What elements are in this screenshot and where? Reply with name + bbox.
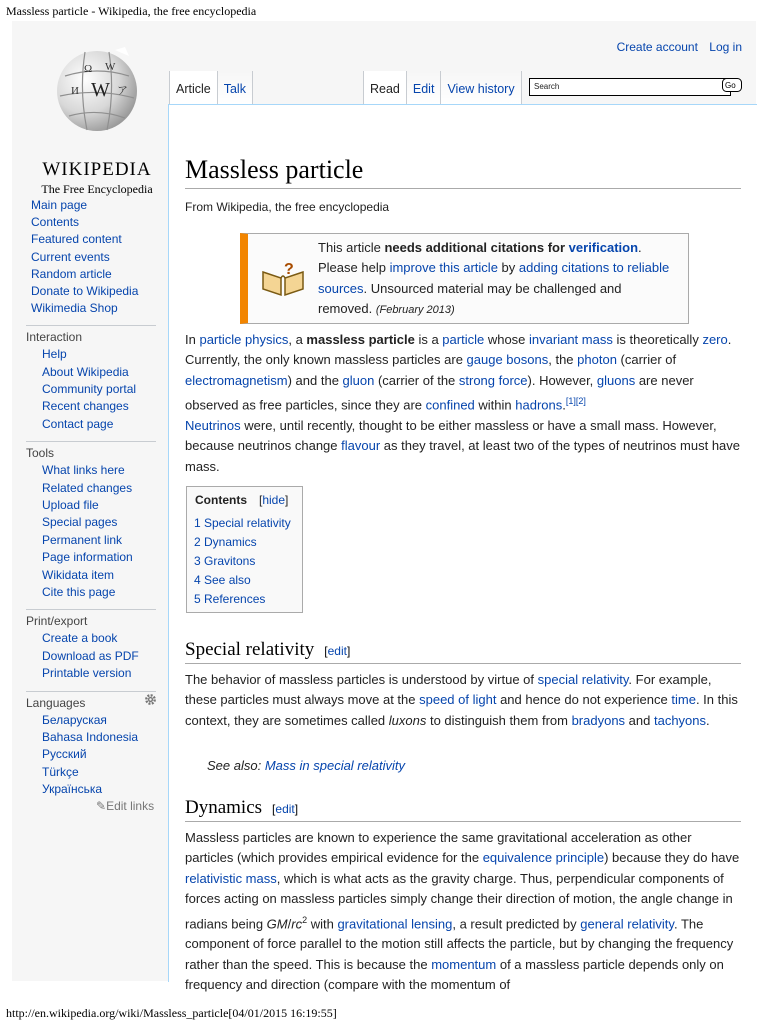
intro-paragraph-2: Neutrinos were, until recently, thought to be either massless or have a small mass. However, because neutrinos change flavour as they travel, at least two of the types of neutrinos must have mass. bbox=[185, 418, 741, 474]
sidebar-item-lang-id[interactable]: Bahasa Indonesia bbox=[42, 729, 139, 744]
link-gluon[interactable]: gluon bbox=[342, 372, 375, 388]
link-relativistic-mass[interactable]: relativistic mass bbox=[185, 870, 277, 886]
link-invariant-mass[interactable]: invariant mass bbox=[529, 332, 613, 347]
dynamics-paragraph: Massless particles are known to experience the same gravitational acceleration as other particles (which provides empirical evidence for the equivalence principle) because they do have relativistic mass, which is what acts as the gravity charge. Thus, perpendicular components of forces acting on massless particles simply change their direction of motion, the angle change in radians being $GM/rc^2$ with gravitational lensing, a result predicted by general relativity. The component of force parallel to the motion still affects the particle, but by changing the frequency rather than the speed. This is because the momentum of a massless particle depends only on frequency and direction (compare with the momentum of bbox=[185, 830, 740, 993]
link-momentum[interactable]: momentum bbox=[431, 956, 497, 972]
section-heading-dynamics bbox=[185, 797, 741, 822]
sidebar-item-lang-uk[interactable]: Українська bbox=[42, 782, 103, 797]
notice-date: (February 2013) bbox=[375, 303, 455, 316]
sidebar-item-main-page[interactable]: Main page bbox=[31, 198, 88, 212]
sidebar-tools bbox=[12, 441, 160, 601]
section-heading-special-relativity bbox=[185, 639, 741, 664]
pdf-footer-url: http://en.wikipedia.org/wiki/Massless_particle[04/01/2015 16:19:55] bbox=[6, 1006, 337, 1020]
see-also-label: See also: bbox=[207, 758, 265, 773]
link-gluons[interactable]: gluons bbox=[596, 372, 636, 388]
section-title-dynamics: Dynamics bbox=[185, 797, 263, 818]
logo-tagline: The Free Encyclopedia bbox=[41, 182, 153, 196]
go-button-icon bbox=[722, 78, 742, 92]
edit-link[interactable]: edit bbox=[275, 802, 295, 816]
edit-links-label: Edit links bbox=[106, 798, 155, 813]
sidebar-item-current-events[interactable]: Current events bbox=[31, 249, 110, 264]
sidebar-item-donate[interactable]: Donate to Wikipedia bbox=[31, 283, 139, 298]
personal-tools bbox=[609, 40, 742, 54]
svg-text:ア: ア bbox=[117, 85, 128, 97]
create-account-link[interactable]: Create account bbox=[616, 40, 698, 54]
tab-view-history[interactable]: View history bbox=[441, 71, 521, 104]
adding-citations-link[interactable]: adding citations to reliable sources bbox=[318, 260, 670, 296]
sidebar-item-lang-tr[interactable]: Türkçe bbox=[42, 764, 79, 779]
sidebar-print-heading[interactable]: Print/export bbox=[26, 609, 156, 630]
sidebar-interaction bbox=[12, 325, 160, 433]
notice-text-2: by bbox=[497, 260, 519, 276]
see-also-note bbox=[207, 758, 405, 773]
section-edit-dynamics[interactable]: [edit] bbox=[272, 802, 299, 816]
sidebar-item-help[interactable]: Help bbox=[42, 347, 67, 362]
tab-edit[interactable]: Edit bbox=[407, 71, 442, 104]
tab-read[interactable]: Read bbox=[363, 71, 407, 104]
table-of-contents bbox=[186, 486, 303, 613]
open-book-question-icon bbox=[260, 260, 306, 298]
pencil-icon: ✎ bbox=[96, 798, 107, 813]
sidebar-languages-heading[interactable]: Languages bbox=[26, 691, 156, 712]
link-general-relativity[interactable]: general relativity bbox=[580, 915, 674, 931]
link-electromagnetism[interactable]: electromagnetism bbox=[185, 372, 288, 388]
link-mass-in-special-relativity[interactable]: Mass in special relativity bbox=[264, 758, 405, 773]
link-photon[interactable]: photon bbox=[577, 352, 617, 368]
sidebar-item-special-pages[interactable]: Special pages bbox=[42, 515, 118, 530]
sidebar-item-related-changes[interactable]: Related changes bbox=[42, 480, 133, 495]
sidebar-print-export bbox=[12, 609, 160, 682]
link-zero[interactable]: zero bbox=[702, 332, 728, 347]
notice-text-3: . Unsourced material may be challenged and removed. bbox=[318, 280, 622, 316]
sidebar-item-upload-file[interactable]: Upload file bbox=[42, 498, 99, 513]
sidebar-item-download-pdf[interactable]: Download as PDF bbox=[42, 648, 139, 663]
citation-notice-text bbox=[318, 238, 678, 320]
link-gauge-bosons[interactable]: gauge bosons bbox=[466, 352, 549, 368]
link-time[interactable]: time bbox=[671, 692, 696, 708]
toc-item-see-also[interactable]: 4 See also bbox=[194, 573, 251, 587]
notice-bold-text: needs additional citations for bbox=[384, 240, 569, 255]
svg-text:W: W bbox=[91, 79, 110, 101]
link-bradyons[interactable]: bradyons bbox=[571, 712, 626, 728]
link-hadrons[interactable]: hadrons bbox=[515, 397, 563, 413]
puzzle-globe-icon bbox=[55, 46, 139, 146]
sidebar-item-wikimedia-shop[interactable]: Wikimedia Shop bbox=[31, 301, 118, 316]
link-gravitational-lensing[interactable]: gravitational lensing bbox=[337, 915, 453, 931]
logo-wordmark: WIKIPEDIA bbox=[42, 159, 152, 180]
sidebar-item-printable-version[interactable]: Printable version bbox=[42, 666, 132, 681]
notice-lead-text: This article bbox=[318, 240, 385, 255]
sidebar-item-cite-this-page[interactable]: Cite this page bbox=[42, 585, 116, 599]
link-equivalence-principle[interactable]: equivalence principle bbox=[482, 850, 605, 866]
link-special-relativity[interactable]: special relativity bbox=[537, 672, 629, 687]
site-tagline: From Wikipedia, the free encyclopedia bbox=[185, 200, 390, 214]
search-go-button[interactable] bbox=[722, 78, 742, 95]
toc-item-gravitons[interactable]: 3 Gravitons bbox=[194, 554, 256, 568]
gear-icon[interactable] bbox=[144, 693, 157, 706]
sidebar-item-page-information[interactable]: Page information bbox=[42, 550, 133, 565]
sidebar-navigation bbox=[12, 197, 160, 317]
link-particle[interactable]: particle bbox=[442, 332, 485, 347]
edit-links[interactable] bbox=[96, 799, 160, 813]
citation-notice bbox=[240, 233, 689, 324]
sidebar-item-community-portal[interactable]: Community portal bbox=[42, 382, 137, 397]
svg-text:И: И bbox=[71, 85, 79, 97]
page-title: Massless particle bbox=[185, 155, 741, 189]
sidebar-item-contact-page[interactable]: Contact page bbox=[42, 416, 114, 431]
toc-item-special-relativity[interactable]: 1 Special relativity bbox=[194, 516, 291, 530]
svg-text:Ω: Ω bbox=[84, 63, 93, 75]
tab-talk[interactable]: Talk bbox=[218, 71, 253, 104]
special-relativity-paragraph: The behavior of massless particles is understood by virtue of special relativity. For example, these particles must always move at the speed of light and hence do not experience time. In this context, they are sometimes called luxons to distinguish them from bradyons and tachyons. bbox=[185, 672, 738, 728]
sidebar-item-wikidata-item[interactable]: Wikidata item bbox=[42, 567, 115, 582]
sidebar bbox=[12, 197, 160, 813]
pdf-header: Massless particle - Wikipedia, the free encyclopedia bbox=[6, 4, 257, 18]
svg-text:?: ? bbox=[284, 261, 294, 278]
notice-text-1: . Please help bbox=[318, 240, 642, 276]
sidebar-item-what-links-here[interactable]: What links here bbox=[42, 463, 125, 478]
search-input[interactable]: Search bbox=[529, 78, 731, 96]
verification-link[interactable]: verification bbox=[568, 240, 639, 255]
link-particle-physics[interactable]: particle physics bbox=[199, 332, 289, 347]
sidebar-item-create-book[interactable]: Create a book bbox=[42, 631, 118, 646]
wikipedia-page bbox=[12, 21, 756, 993]
citation-2[interactable]: [2] bbox=[575, 396, 586, 407]
sidebar-item-recent-changes[interactable]: Recent changes bbox=[42, 399, 129, 414]
link-tachyons[interactable]: tachyons bbox=[653, 712, 707, 728]
toc-item-references[interactable]: 5 References bbox=[194, 592, 266, 606]
edit-link[interactable]: edit bbox=[327, 644, 347, 658]
sidebar-item-about-wikipedia[interactable]: About Wikipedia bbox=[42, 364, 129, 379]
sidebar-languages bbox=[12, 691, 160, 813]
sidebar-item-lang-be[interactable]: Беларуская bbox=[42, 712, 107, 727]
sidebar-tools-heading[interactable]: Tools bbox=[26, 441, 156, 462]
sidebar-item-featured-content[interactable]: Featured content bbox=[31, 232, 122, 247]
sidebar-interaction-heading[interactable]: Interaction bbox=[26, 325, 156, 346]
sidebar-item-contents[interactable]: Contents bbox=[31, 215, 80, 230]
citation-1[interactable]: [1] bbox=[565, 396, 576, 407]
section-title-special-relativity: Special relativity bbox=[185, 639, 315, 660]
sidebar-item-lang-ru[interactable]: Русский bbox=[42, 747, 87, 762]
go-button-label: Go bbox=[725, 81, 736, 90]
toc-hide-toggle[interactable]: [hide] bbox=[259, 493, 289, 507]
toc-hide-link[interactable]: hide bbox=[262, 493, 286, 507]
view-tabs bbox=[363, 71, 522, 104]
log-in-link[interactable]: Log in bbox=[709, 40, 742, 54]
link-speed-of-light[interactable]: speed of light bbox=[419, 692, 497, 708]
link-strong-force[interactable]: strong force bbox=[458, 372, 528, 388]
link-confined[interactable]: confined bbox=[425, 397, 475, 413]
link-flavour[interactable]: flavour bbox=[341, 438, 381, 454]
article-content bbox=[168, 104, 757, 993]
section-edit-special-relativity[interactable]: [edit] bbox=[324, 644, 351, 658]
sidebar-item-random-article[interactable]: Random article bbox=[31, 266, 112, 281]
namespace-tabs bbox=[169, 71, 253, 104]
svg-text:W: W bbox=[105, 61, 116, 73]
toc-item-dynamics[interactable]: 2 Dynamics bbox=[194, 535, 257, 549]
link-neutrinos[interactable]: Neutrinos bbox=[185, 418, 241, 433]
improve-article-link[interactable]: improve this article bbox=[389, 260, 498, 276]
toc-title: Contents bbox=[195, 493, 247, 507]
tab-article[interactable]: Article bbox=[169, 71, 218, 104]
sidebar-item-permanent-link[interactable]: Permanent link bbox=[42, 532, 123, 547]
intro-paragraph-1: In particle physics, a massless particle is a particle whose invariant mass is theoretically zero. Currently, the only known massless particles are gauge bosons, the photon (carrier of electromagnetism) and the gluon (carrier of the strong force). However, gluons are never observed as free particles, since they are confined within hadrons.[1][2] bbox=[185, 332, 732, 413]
